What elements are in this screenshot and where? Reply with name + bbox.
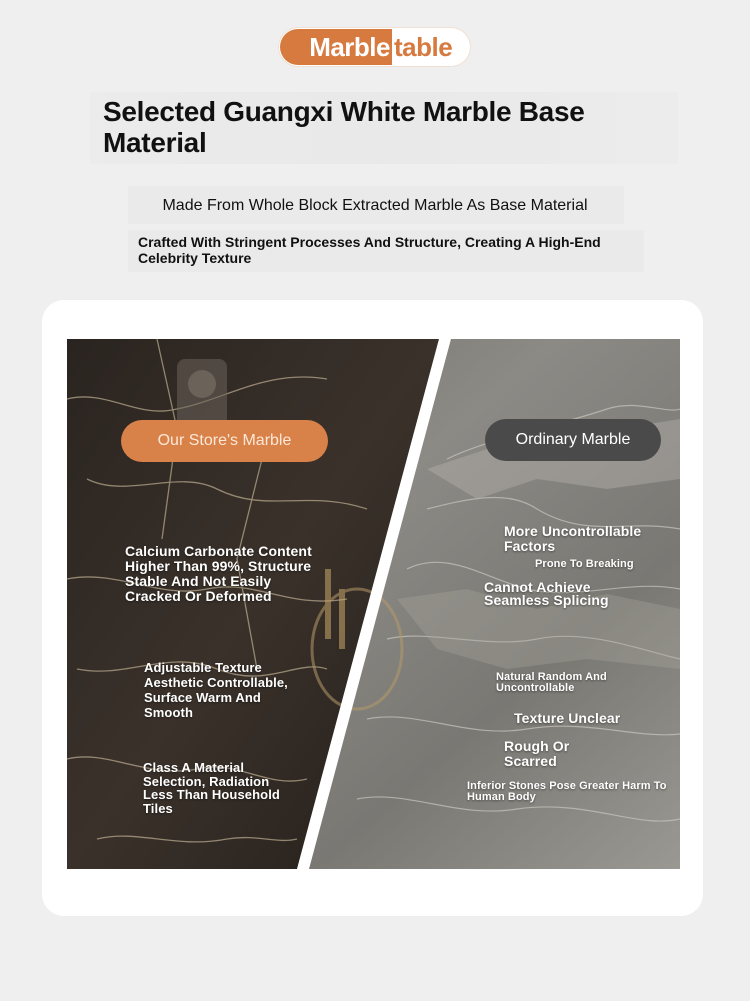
our-point-texture: Adjustable Texture Aesthetic Controllable, Surface Warm And Smooth [144,660,288,720]
brand-logo [279,28,470,66]
ordinary-point-breaking: Prone To Breaking [535,558,634,570]
page-title: Selected Guangxi White Marble Base Material [103,96,585,158]
ordinary-marble-label: Ordinary Marble [485,419,661,461]
brand-logo-left: Marble [280,29,392,65]
our-point-calcium: Calcium Carbonate Content Higher Than 99%, Structure Stable And Not Easily Cracked Or Deformed [125,543,312,604]
subtitle-secondary: Crafted With Stringent Processes And Structure, Creating A High-End Celebrity Texture [138,234,601,266]
ordinary-point-splicing: Cannot Achieve Seamless Splicing [484,579,609,608]
ordinary-point-rough: Rough Or Scarred [504,738,570,769]
ordinary-point-harm: Inferior Stones Pose Greater Harm To Human Body [467,780,667,803]
brand-logo-right: table [394,32,453,62]
our-point-class-a: Class A Material Selection, Radiation Less Than Household Tiles [143,760,280,816]
subtitle-primary: Made From Whole Block Extracted Marble As Base Material [162,197,588,214]
ordinary-point-random: Natural Random And Uncontrollable [496,671,607,694]
our-marble-label: Our Store's Marble [121,420,328,462]
ordinary-point-texture: Texture Unclear [514,710,621,726]
ordinary-point-factors: More Uncontrollable Factors [504,523,642,554]
